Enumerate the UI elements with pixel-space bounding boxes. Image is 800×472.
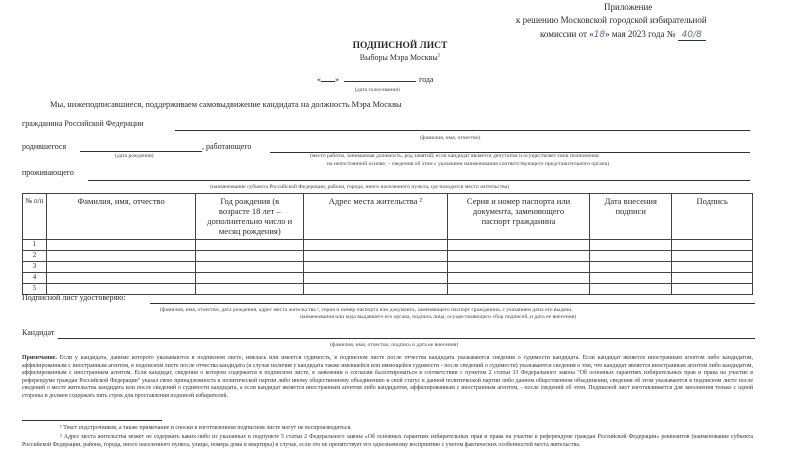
- candidate-caption: (фамилия, имя, отчество, подпись и дата ее внесения): [330, 342, 459, 348]
- cell[interactable]: [447, 251, 590, 262]
- cell[interactable]: [590, 284, 672, 295]
- col-passport: Серия и номер паспорта или документа, заменяющего паспорт гражданина: [447, 194, 590, 240]
- table-header-row: [23, 194, 753, 240]
- born-caption: (дата рождения): [115, 153, 154, 159]
- cell[interactable]: [590, 251, 672, 262]
- appendix-mid: » мая 2023 года №: [605, 29, 676, 39]
- appendix-line-2: [540, 29, 706, 40]
- candidate-line[interactable]: [58, 338, 755, 339]
- footnote-2: ² Адрес места жительства может не содержать каких-либо из указанных в подпункте 5 статьи 2 Федерального закона «Об основных гарантиях избирательных прав и права на участие в референдуме граждан Российской Федерации» реквизитов (наименование субъекта Российской Федерации, района, города, иного населенного пункта, улицы, номера дома и квартиры) в случае, если это не препятствует его однозначному восприятию с учетом фактических особенностей места жительства.: [22, 434, 753, 448]
- cell[interactable]: [196, 240, 304, 251]
- living-label: проживающего: [22, 168, 74, 177]
- intro-text: Мы, нижеподписавшиеся, поддерживаем самовыдвижение кандидата на должность Мэра Москвы: [50, 100, 402, 109]
- cell[interactable]: [304, 284, 448, 295]
- row-number: 5: [23, 284, 47, 295]
- certify-label: Подписной лист удостоверяю:: [22, 293, 126, 302]
- col-number: № п/п: [23, 194, 47, 240]
- table-row: [23, 251, 753, 262]
- born-label: родившегося: [22, 142, 67, 151]
- table-row: [23, 273, 753, 284]
- living-line[interactable]: [88, 180, 750, 181]
- cell[interactable]: [196, 251, 304, 262]
- appendix-number: 40/8: [678, 30, 706, 41]
- page-subtitle: [0, 53, 800, 62]
- table-row: [23, 262, 753, 273]
- cell[interactable]: [672, 284, 753, 295]
- row-number: 3: [23, 262, 47, 273]
- col-birth-year: Год рождения (в возрасте 18 лет – дополнительно число и месяц рождения): [196, 194, 304, 240]
- row-number: 4: [23, 273, 47, 284]
- citizen-caption: (фамилия, имя, отчество): [420, 135, 481, 141]
- row-number: 1: [23, 240, 47, 251]
- table-row: [23, 284, 753, 295]
- note-label: Примечание.: [22, 355, 57, 361]
- col-signature: Подпись: [672, 194, 753, 240]
- table-row: [23, 240, 753, 251]
- subtitle-text: Выборы Мэра Москвы: [359, 53, 438, 62]
- row-number: 2: [23, 251, 47, 262]
- working-caption-1: (место работы, занимаемая должность, род занятий; если кандидат является депутатом и осуществляет свои полномочия: [310, 153, 599, 159]
- cell[interactable]: [46, 240, 195, 251]
- col-sign-date: Дата внесения подписи: [590, 194, 672, 240]
- certify-caption-1: (фамилия, имя, отчество, дата рождения, адрес места жительства ², серия и номер паспорта или документа, заменяющего паспорт гражданина, с указанием даты его выдачи,: [160, 307, 573, 313]
- working-caption-2: на непостоянной основе, – сведения об этом с указанием наименования соответствующего представительного органа): [327, 161, 610, 167]
- cell[interactable]: [447, 262, 590, 273]
- citizen-label: гражданина Российской Федерации: [22, 119, 144, 128]
- cell[interactable]: [196, 273, 304, 284]
- voting-date-field: [317, 75, 433, 84]
- col-address: Адрес места жительства ²: [304, 194, 448, 240]
- cell[interactable]: [46, 251, 195, 262]
- cell[interactable]: [304, 262, 448, 273]
- appendix-day: 18: [593, 30, 606, 40]
- working-label: , работающего: [202, 142, 252, 151]
- cell[interactable]: [196, 262, 304, 273]
- quote-open: «: [317, 75, 321, 84]
- appendix-prefix: комиссии от «: [540, 29, 594, 39]
- col-full-name: Фамилия, имя, отчество: [46, 194, 195, 240]
- signatures-table: [22, 193, 753, 295]
- cell[interactable]: [447, 273, 590, 284]
- cell[interactable]: [672, 240, 753, 251]
- appendix-title: Приложение: [604, 2, 653, 12]
- quote-close: »: [335, 75, 339, 84]
- subtitle-footnote-mark: 1: [437, 53, 441, 59]
- cell[interactable]: [196, 284, 304, 295]
- born-line[interactable]: [80, 151, 202, 152]
- year-label: года: [419, 75, 434, 84]
- certify-caption-2: наименования или кода выдавшего его органа, подпись лица, осуществляющего сбор подписей, и дата ее внесения): [300, 314, 577, 320]
- candidate-label: Кандидат: [22, 328, 55, 337]
- living-caption: (наименование субъекта Российской Федерации, района, города, иного населенного пункта, где находится место жительства): [210, 184, 510, 190]
- cell[interactable]: [447, 240, 590, 251]
- page-title: ПОДПИСНОЙ ЛИСТ: [352, 41, 448, 51]
- cell[interactable]: [590, 240, 672, 251]
- citizen-line[interactable]: [175, 130, 750, 131]
- cell[interactable]: [304, 240, 448, 251]
- voting-date-caption: (дата голосования): [355, 87, 400, 93]
- cell[interactable]: [46, 273, 195, 284]
- cell[interactable]: [46, 262, 195, 273]
- cell[interactable]: [590, 273, 672, 284]
- cell[interactable]: [672, 273, 753, 284]
- cell[interactable]: [672, 262, 753, 273]
- note-paragraph: [22, 355, 753, 401]
- cell[interactable]: [447, 284, 590, 295]
- footnote-divider: [22, 420, 162, 421]
- cell[interactable]: [672, 251, 753, 262]
- certify-line[interactable]: [150, 303, 755, 304]
- appendix-line-1: к решению Московской городской избирательной: [516, 15, 707, 25]
- cell[interactable]: [304, 273, 448, 284]
- note-text: Если у кандидата, данные которого указываются в подписном листе, имелась или имеется судимость, в подписном листе после отчества кандидата указываются сведения о судимости кандидата. Если кандидат является иностранным агентом либо кандидатом, аффилированным с иностранным агентом, в подписном листе после отчества кандидата (в случае наличия у кандидата также имевшейся или имеющейся судимости - после сведений о судимости) указываются сведения о том, что кандидат является иностранным агентом либо кандидатом, аффилированным с иностранным агентом. Если кандидат, сведения о котором содержатся в подписном листе, в заявлении о согласии баллотироваться в соответствии с пунктом 2 статьи 33 Федерального закона "Об основных гарантиях избирательных прав и права на участие в референдуме граждан Российской Федерации" указал свою принадлежность к политической партии либо иному общественному объединению и свой статус в данной политической партии либо данном общественном объединении, сведения об этом указываются в подписном листе после сведений о месте жительства кандидата или после сведений о судимости кандидата, а если кандидат является иностранным агентом либо кандидатом, аффилированным с иностранным агентом, - после сведений об этом. Подписной лист изготавливается для заполнения только с одной стороны и должен содержать пять строк для проставления подписей избирателей.: [22, 355, 753, 399]
- cell[interactable]: [304, 251, 448, 262]
- footnote-1: ¹ Текст подстрочников, а также примечание и сноски в изготовленном подписном листе могут не воспроизводиться.: [60, 425, 352, 431]
- cell[interactable]: [590, 262, 672, 273]
